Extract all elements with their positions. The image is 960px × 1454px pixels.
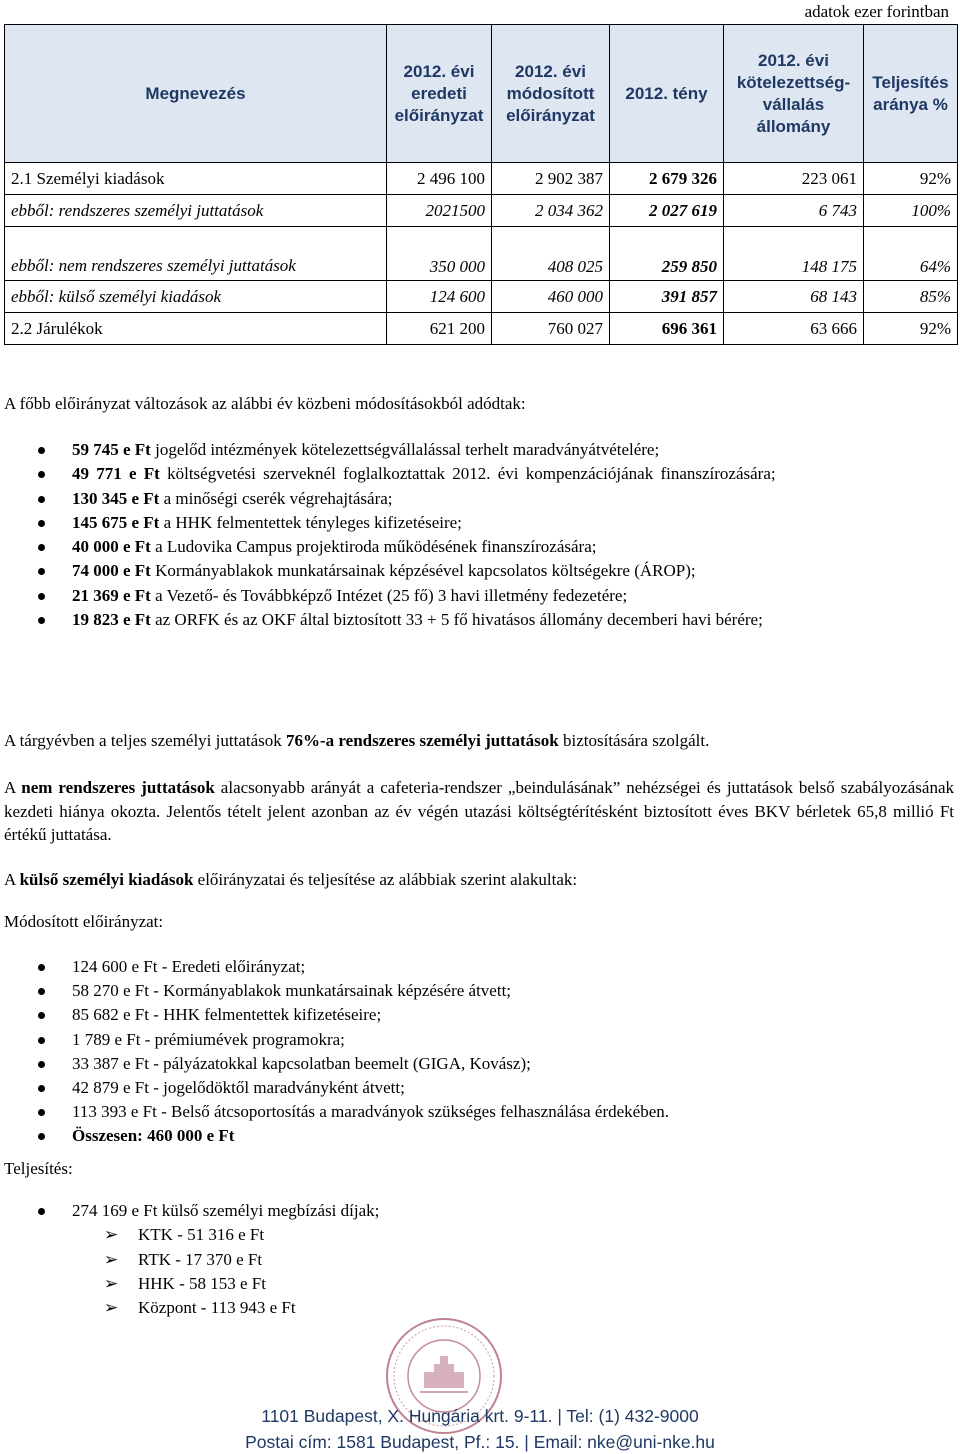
table-row [5, 281, 958, 313]
list-item: 59 745 e Ft jogelőd intézmények kötelezettségvállalással terhelt maradványátvételére; [4, 438, 834, 462]
list-item: 42 879 e Ft - jogelődöktől maradványként átvett; [4, 1076, 854, 1100]
modified-list [4, 955, 854, 1149]
sub-list-item: ➢ RTK - 17 370 e Ft [4, 1248, 854, 1272]
cell-commitment: 63 666 [724, 313, 864, 345]
cell-original: 621 200 [387, 313, 492, 345]
cell-commitment: 68 143 [724, 281, 864, 313]
fulfilment-label: Teljesítés: [4, 1159, 73, 1178]
cell-actual: 2 027 619 [610, 195, 724, 227]
cell-actual: 391 857 [610, 281, 724, 313]
list-item: 85 682 e Ft - HHK felmentettek kifizetéseire; [4, 1003, 854, 1027]
bullet-icon [38, 593, 45, 600]
bullet-icon [38, 1061, 45, 1068]
cell-ratio: 64% [864, 227, 958, 281]
paragraph-regular-share: A tárgyévben a teljes személyi juttatások 76%-a rendszeres személyi juttatások biztosítására szolgált. [4, 731, 710, 750]
table-row [5, 313, 958, 345]
cell-modified: 760 027 [492, 313, 610, 345]
fulfilment-list [4, 1199, 854, 1320]
table-header-row [5, 25, 958, 163]
bullet-icon [38, 1109, 45, 1116]
row-label: 2.1 Személyi kiadások [5, 163, 387, 195]
cell-modified: 2 034 362 [492, 195, 610, 227]
paragraph-external: A külső személyi kiadások előirányzatai és teljesítése az alábbiak szerint alakultak: [4, 870, 578, 889]
cell-modified: 408 025 [492, 227, 610, 281]
cell-modified: 2 902 387 [492, 163, 610, 195]
cell-actual: 696 361 [610, 313, 724, 345]
list-item: Összesen: 460 000 e Ft [4, 1124, 854, 1148]
bullet-icon [38, 471, 45, 478]
cell-actual: 2 679 326 [610, 163, 724, 195]
budget-table [4, 24, 958, 345]
cell-commitment: 6 743 [724, 195, 864, 227]
header-cell: 2012. évi eredeti előirányzat [387, 25, 492, 163]
header-cell: 2012. évi kötelezettség-vállalás állomány [724, 25, 864, 163]
table-row [5, 163, 958, 195]
list-item: 19 823 e Ft az ORFK és az OKF által biztosított 33 + 5 fő hivatásos állomány decemberi havi bérére; [4, 608, 834, 632]
cell-commitment: 148 175 [724, 227, 864, 281]
list-item: 130 345 e Ft a minőségi cserék végrehajtására; [4, 487, 834, 511]
bullet-icon [38, 447, 45, 454]
footer-contact: Postai cím: 1581 Budapest, Pf.: 15. | Email: nke@uni-nke.hu [245, 1432, 715, 1452]
row-label: ebből: külső személyi kiadások [5, 281, 387, 313]
bullet-icon [38, 988, 45, 995]
list-item: 113 393 e Ft - Belső átcsoportosítás a maradványok szükséges felhasználása érdekében. [4, 1100, 854, 1124]
modified-label: Módosított előirányzat: [4, 912, 164, 931]
header-cell: Megnevezés [5, 25, 387, 163]
footer-address: 1101 Budapest, X. Hungária krt. 9-11. | Tel: (1) 432-9000 [261, 1406, 699, 1426]
header-cell: 2012. tény [610, 25, 724, 163]
list-item: 124 600 e Ft - Eredeti előirányzat; [4, 955, 854, 979]
header-cell: 2012. évi módosított előirányzat [492, 25, 610, 163]
list-item: 74 000 e Ft Kormányablakok munkatársainak képzésével kapcsolatos költségekre (ÁROP); [4, 559, 834, 583]
list-item: 274 169 e Ft külső személyi megbízási díjak; [4, 1199, 854, 1223]
sub-list-item: ➢ HHK - 58 153 e Ft [4, 1272, 854, 1296]
bullet-icon [38, 1208, 45, 1215]
bullet-icon [38, 568, 45, 575]
changes-list [4, 438, 834, 632]
header-cell: Teljesítés aránya % [864, 25, 958, 163]
bullet-icon [38, 1037, 45, 1044]
cell-original: 2 496 100 [387, 163, 492, 195]
cell-original: 350 000 [387, 227, 492, 281]
row-label: ebből: rendszeres személyi juttatások [5, 195, 387, 227]
bullet-icon [38, 520, 45, 527]
cell-original: 124 600 [387, 281, 492, 313]
cell-modified: 460 000 [492, 281, 610, 313]
bullet-icon [38, 1085, 45, 1092]
bullet-icon [38, 1133, 45, 1140]
list-item: 58 270 e Ft - Kormányablakok munkatársainak képzésére átvett; [4, 979, 854, 1003]
cell-actual: 259 850 [610, 227, 724, 281]
table-row [5, 227, 958, 281]
bullet-icon [38, 496, 45, 503]
cell-ratio: 92% [864, 313, 958, 345]
bullet-icon [38, 617, 45, 624]
row-label: ebből: nem rendszeres személyi juttatások [5, 227, 387, 281]
cell-original: 2021500 [387, 195, 492, 227]
list-item: 49 771 e Ft költségvetési szerveknél foglalkoztattak 2012. évi kompenzációjának finanszírozására; [4, 462, 834, 486]
cell-ratio: 85% [864, 281, 958, 313]
arrow-bullet-icon: ➢ [104, 1225, 119, 1245]
paragraph-irregular: A nem rendszeres juttatások alacsonyabb arányát a cafeteria-rendszer „beindulásának” nehézségei és juttatások belső szabályozásának kezdeti hiánya okozta. Jelentős tételt jelent azonban az év végén utazási költségtérítésként biztosított éves BKV bérletek 65,8 millió Ft értékű juttatása. [4, 778, 954, 844]
arrow-bullet-icon: ➢ [104, 1298, 119, 1318]
bullet-icon [38, 1012, 45, 1019]
intro-text: A főbb előirányzat változások az alábbi év közbeni módosításokból adódtak: [4, 394, 526, 413]
list-item: 21 369 e Ft a Vezető- és Továbbképző Intézet (25 fő) 3 havi illetmény fedezetére; [4, 584, 834, 608]
arrow-bullet-icon: ➢ [104, 1249, 119, 1269]
bullet-icon [38, 544, 45, 551]
sub-list-item: ➢ KTK - 51 316 e Ft [4, 1223, 854, 1247]
bullet-icon [38, 964, 45, 971]
cell-ratio: 92% [864, 163, 958, 195]
sub-list-item: ➢ Központ - 113 943 e Ft [4, 1296, 854, 1320]
row-label: 2.2 Járulékok [5, 313, 387, 345]
unit-note: adatok ezer forintban [804, 2, 949, 21]
table-row [5, 195, 958, 227]
list-item: 40 000 e Ft a Ludovika Campus projektiroda működésének finanszírozására; [4, 535, 834, 559]
list-item: 33 387 e Ft - pályázatokkal kapcsolatban beemelt (GIGA, Kovász); [4, 1052, 854, 1076]
cell-commitment: 223 061 [724, 163, 864, 195]
cell-ratio: 100% [864, 195, 958, 227]
arrow-bullet-icon: ➢ [104, 1273, 119, 1293]
list-item: 145 675 e Ft a HHK felmentettek tényleges kifizetéseire; [4, 511, 834, 535]
list-item: 1 789 e Ft - prémiumévek programokra; [4, 1028, 854, 1052]
